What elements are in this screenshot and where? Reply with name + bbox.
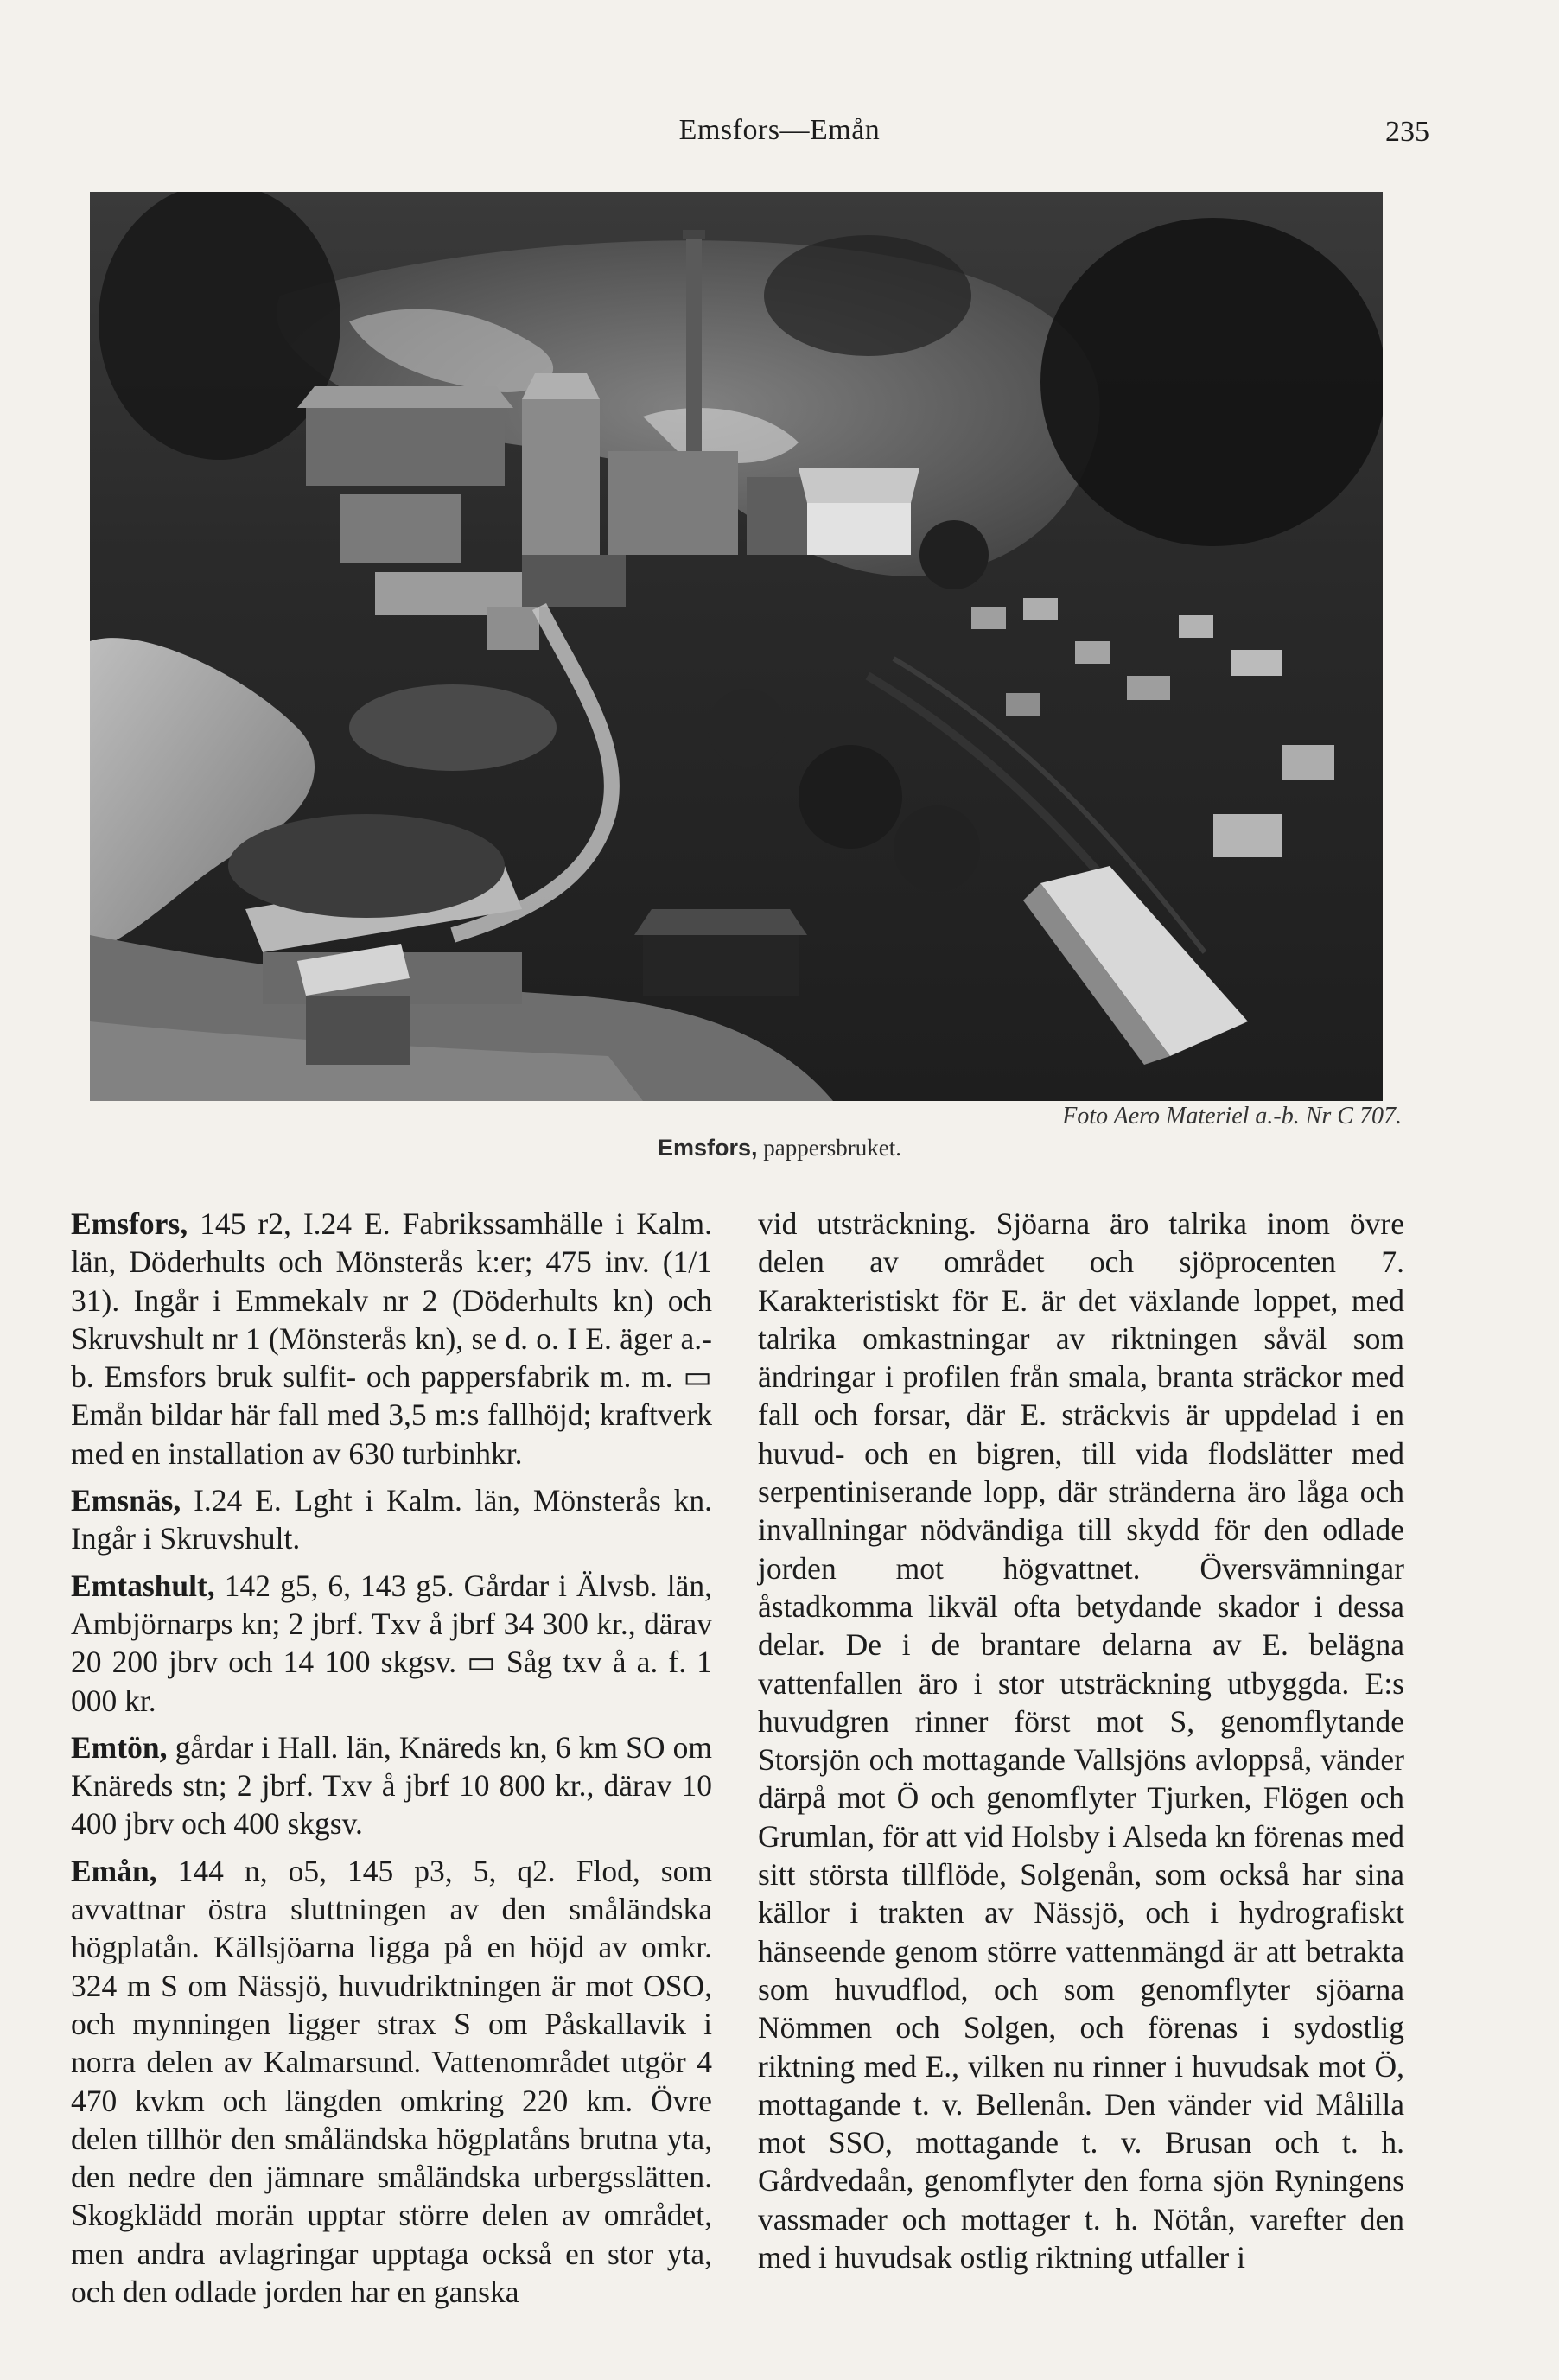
entry-emsnas <box>71 1481 712 1558</box>
entry-emtashult <box>71 1567 712 1720</box>
running-head: Emsfors—Emån <box>678 114 881 146</box>
entry-body: 144 n, o5, 145 p3, 5, q2. Flod, som avvattnar östra sluttningen av den småländska högplatån. Källsjöarna ligga på en höjd av omkr. 324 m S om Nässjö, huvudriktningen är mot OSO, och mynningen ligger strax S om Påskallavik i norra delen av Kalmarsund. Vattenområdet utgör 4 470 kvkm och längden omkring 220 km. Övre delen tillhör den småländska högplatåns brutna yta, den nedre den jämnare småländska urbergsslätten. Skogklädd morän upptar större delen av området, men andra avlagringar upptaga också en stor yta, och den odlade jorden har en ganska <box>71 1853 712 2310</box>
entry-body: 145 r2, I.24 E. Fabrikssamhälle i Kalm. län, Döderhults och Mönsterås k:er; 475 inv. (1/1 31). Ingår i Emmekalv nr 2 (Döderhults kn) och Skruvshult nr 1 (Mönsterås kn), se d. o. I E. äger a.-b. Emsfors bruk sulfit- och pappersfabrik m. m. ▭ Emån bildar här fall med 3,5 m:s fallhöjd; kraftverk med en installation av 630 turbinhkr. <box>71 1206 712 1471</box>
entry-eman-continued: vid utsträckning. Sjöarna äro talrika inom övre delen av området och sjöprocenten 7. Karakteristiskt för E. är det växlande loppet, med talrika omkastningar av riktningen såväl som ändringar i profilen från smala, branta sträckor med fall och forsar, där E. sträckvis är uppdelad i en huvud- och en bigren, till vida flodslätter med serpentiniserande lopp, där stränderna äro låga och invallningar nödvändiga till skydd för den odlade jorden mot högvattnet. Översvämningar åstadkomma likväl ofta betydande skador i dessa delar. De i de brantare delarna av E. belägna vattenfallen äro i stor utsträckning utbyggda. E:s huvudgren rinner först mot S, genomflytande Storsjön och mottagande Vallsjöns avloppså, vänder därpå mot Ö och genomflyter Tjurken, Flögen och Grumlan, för att vid Holsby i Alseda kn förenas med sitt största tillflöde, Solgenån, som också har sina källor i trakten av Nässjö, och i hydrografiskt hänseende genom större vattenmängd är att betrakta som huvudflod, och som genomflyter sjöarna Nömmen och Solgen, och förenas i sydostlig riktning med E., vilken nu rinner i huvudsak mot Ö, mottagande t. v. Bellenån. Den vänder vid Målilla mot SSO, mottagande t. v. Brusan och t. h. Gårdvedaån, genomflyter den forna sjön Ryningens vassmader och mottager t. h. Nötån, varefter den med i huvudsak ostlig riktning utfaller i <box>758 1206 1404 2275</box>
headword: Emtön, <box>71 1729 168 1765</box>
entry-emton <box>71 1728 712 1843</box>
headword: Emån, <box>71 1853 157 1888</box>
entry-body: I.24 E. Lght i Kalm. län, Mönsterås kn. Ingår i Skruvshult. <box>71 1483 712 1556</box>
entry-emsfors <box>71 1205 712 1473</box>
caption-description: pappersbruket. <box>757 1135 901 1161</box>
aerial-photo-paper-mill <box>90 192 1383 1101</box>
entry-body: gårdar i Hall. län, Knäreds kn, 6 km SO om Knäreds stn; 2 jbrf. Txv å jbrf 10 800 kr., därav 10 400 jbrv och 400 skgsv. <box>71 1729 712 1842</box>
photo-caption <box>0 1135 1559 1161</box>
entry-body: 142 g5, 6, 143 g5. Gårdar i Älvsb. län, Ambjörnarps kn; 2 jbrf. Txv å jbrf 34 300 kr., därav 20 200 jbrv och 14 100 skgsv. ▭ Såg txv å a. f. 1 000 kr. <box>71 1568 712 1718</box>
headword: Emtashult, <box>71 1568 215 1603</box>
photo-credit: Foto Aero Materiel a.-b. Nr C 707. <box>1062 1103 1402 1130</box>
caption-place-name: Emsfors, <box>658 1135 758 1161</box>
left-text-column <box>71 1205 712 2311</box>
headword: Emsnäs, <box>71 1483 181 1518</box>
photo-illustration <box>90 192 1383 1101</box>
right-text-column <box>758 1205 1404 2276</box>
headword: Emsfors, <box>71 1206 188 1241</box>
entry-eman <box>71 1852 712 2312</box>
page-number: 235 <box>1385 116 1429 148</box>
